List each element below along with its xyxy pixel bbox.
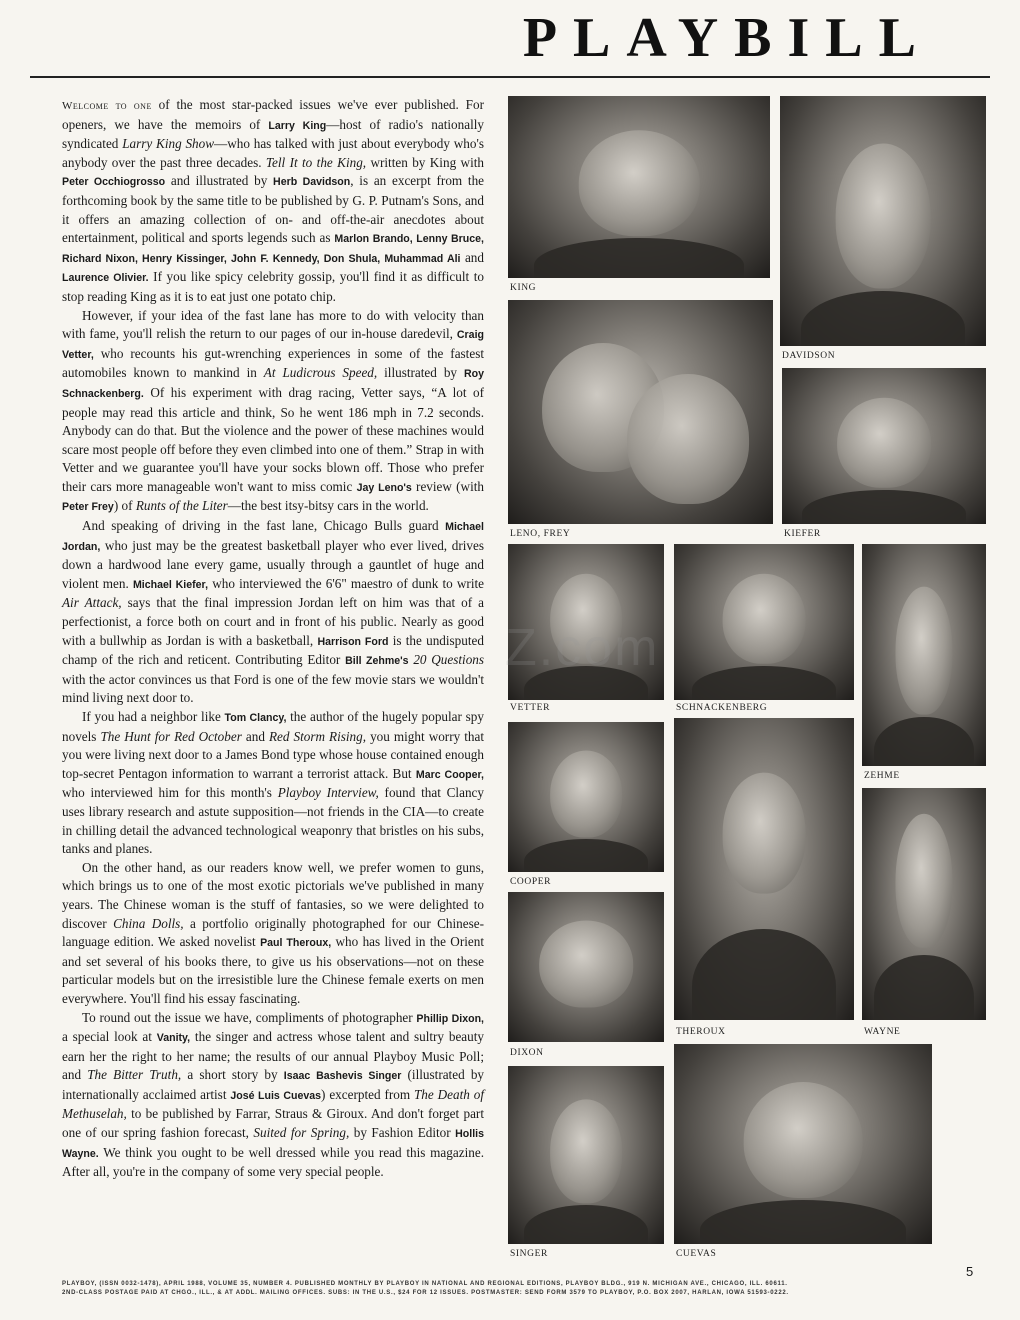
- photo-kiefer: [782, 368, 986, 524]
- text: a short story by: [181, 1067, 284, 1083]
- name-highlight: Jay Leno's: [356, 481, 412, 494]
- name-highlight: Herb Davidson: [273, 176, 351, 189]
- text: And speaking of driving in the fast lane, Chicago Bulls guard: [82, 518, 446, 534]
- text: On the other hand, as our readers know well, we prefer women to guns, which brings us to one of the most exotic pictorials we've published in many years. The Chinese woman is the stuff of fantasies, so we were delighted to discover: [62, 859, 484, 931]
- text: review (with: [411, 478, 484, 494]
- paragraph-2: [62, 307, 484, 518]
- text: Of his experiment with drag racing, Vetter says, “A lot of people may read this article and think, So he went 186 mph in 7.2 seconds. Anybody can do that. But the violence and the power of these machines would scare most people off before they even climbed into one of them.” Strap in with Vetter and we guarantee you'll have your socks blown off. Those who prefer their cars more manageable won't want to miss comic: [62, 384, 484, 494]
- caption-leno-frey: LENO, FREY: [510, 529, 571, 539]
- text: —host of radio's nationally syndicated: [62, 116, 484, 152]
- title-italic: At Ludicrous Speed,: [263, 365, 378, 381]
- name-highlight: Peter Occhiogrosso: [62, 176, 166, 189]
- text: who has lived in the Orient and set several of his books there, to give us his observations—not on these particular models but on the irresistible lure the Chinese female exerts on men everywhere. You'll find his essay fascinating.: [62, 934, 484, 1006]
- photo-cooper: [508, 722, 664, 872]
- caption-schnackenberg: SCHNACKENBERG: [676, 703, 768, 713]
- text: If you had a neighbor like: [82, 709, 225, 724]
- page-number: 5: [966, 1264, 974, 1279]
- publication-footer: [62, 1280, 992, 1298]
- text: —the best itsy-bitsy cars in the world.: [227, 498, 429, 514]
- paragraph-1: [62, 96, 484, 307]
- title-italic: Playboy Interview,: [277, 785, 379, 801]
- text: the author of the hugely popular spy novels: [62, 709, 484, 744]
- caption-dixon: DIXON: [510, 1048, 544, 1058]
- text: who recounts his gut-wrenching experiences in some of the fastest automobiles known to mankind in: [62, 345, 484, 381]
- caption-king: KING: [510, 283, 537, 293]
- text: by Fashion Editor: [349, 1125, 456, 1141]
- title-italic: China Dolls,: [113, 915, 184, 931]
- title-italic: Red Storm Rising,: [268, 728, 367, 744]
- watermark: Z.com: [505, 619, 660, 677]
- text: says that the final impression Jordan left on him was that of a perfectionist, a force both on court and in front of his public. Nearly as good with a bullwhip as Jordan is with a basketball,: [62, 595, 484, 648]
- caption-wayne: WAYNE: [864, 1027, 901, 1037]
- paragraph-6: [62, 1009, 484, 1182]
- text: However, if your idea of the fast lane has more to do with velocity than with fame, you'll relish the return to our pages of our in-house daredevil,: [62, 307, 484, 342]
- text: is the undisputed champ of the rich and reticent. Contributing Editor: [62, 632, 484, 668]
- text: and: [460, 249, 484, 265]
- photo-theroux: [674, 718, 854, 1020]
- text: (illustrated by internationally acclaimed artist: [62, 1067, 485, 1102]
- photo-singer: [508, 1066, 664, 1244]
- name-highlight: Laurence Olivier.: [62, 272, 149, 285]
- name-highlight: José Luis Cuevas: [230, 1089, 322, 1102]
- paragraph-3: [62, 517, 484, 708]
- masthead-rule: [30, 76, 990, 78]
- name-highlight: Peter Frey: [62, 501, 114, 514]
- title-italic: Runts of the Liter: [135, 498, 228, 514]
- caption-cuevas: CUEVAS: [676, 1249, 717, 1259]
- photo-dixon: [508, 892, 664, 1042]
- text: To round out the issue we have, compliments of photographer: [82, 1009, 417, 1025]
- paragraph-5: [62, 859, 484, 1009]
- caption-vetter: VETTER: [510, 703, 551, 713]
- name-highlight: Michael Jordan,: [62, 521, 484, 553]
- name-highlight: Phillip Dixon,: [416, 1012, 484, 1025]
- text: and illustrated by: [165, 173, 274, 189]
- masthead-title: PLAYBILL: [522, 7, 932, 69]
- name-highlight: Isaac Bashevis Singer: [283, 1070, 402, 1083]
- text: found that Clancy uses library research and astute supposition—not friends in the CIA—to create in chilling detail the advanced technological weaponry that bristles on his subs, tanks and planes.: [62, 785, 484, 857]
- name-highlight: Marlon Brando, Lenny Bruce, Richard Nixon, Henry Kissinger, John F. Kennedy, Don Shula, Muhammad Ali: [62, 233, 485, 265]
- photo-schnackenberg: [674, 544, 854, 700]
- name-highlight: Roy Schnackenberg.: [62, 368, 484, 400]
- name-highlight: Hollis Wayne.: [62, 1128, 484, 1160]
- text: who interviewed the 6'6" maestro of dunk to write: [208, 575, 484, 591]
- title-italic: Tell It to the King,: [265, 154, 367, 170]
- article-body: [62, 96, 484, 1182]
- text: written by King with: [366, 154, 484, 170]
- text: a special look at: [62, 1029, 157, 1045]
- photo-davidson: [780, 96, 986, 346]
- caption-singer: SINGER: [510, 1249, 548, 1259]
- footer-line-1: PLAYBOY, (ISSN 0032-1478), APRIL 1988, VOLUME 35, NUMBER 4. PUBLISHED MONTHLY BY PLAYBOY IN NATIONAL AND REGIONAL EDITIONS, PLAYBOY BLDG., 919 N. MICHIGAN AVE., CHICAGO, ILL. 60611.: [62, 1281, 788, 1287]
- text: you might worry that you were living next door to a James Bond type whose house contained enough top-secret Pentagon information to warrant a terrorist attack. But: [62, 728, 484, 781]
- title-italic: 20 Questions: [413, 652, 485, 668]
- name-highlight: Bill Zehme's: [345, 655, 409, 668]
- name-highlight: Vanity,: [156, 1032, 191, 1045]
- name-highlight: Larry King: [268, 119, 327, 132]
- photo-leno-frey: [508, 300, 773, 524]
- text: who interviewed him for this month's: [62, 785, 278, 801]
- text: If you like spicy celebrity gossip, you'll find it as difficult to stop reading King as it is to eat just one potato chip.: [62, 269, 484, 304]
- name-highlight: Michael Kiefer,: [132, 578, 209, 591]
- text: the singer and actress whose talent and sultry beauty earn her the right to her name; the results of our annual Playboy Music Poll; and: [62, 1029, 484, 1083]
- title-italic: Suited for Spring,: [253, 1125, 350, 1141]
- caption-davidson: DAVIDSON: [782, 351, 836, 361]
- name-highlight: Harrison Ford: [317, 635, 389, 648]
- name-highlight: Marc Cooper,: [415, 768, 484, 781]
- caption-cooper: COOPER: [510, 877, 552, 887]
- text: who just may be the greatest basketball player who ever lived, drives down a hardwood lane every game, usually through a gauntlet of huge and violent men.: [62, 537, 484, 591]
- name-highlight: Tom Clancy,: [224, 712, 287, 724]
- caption-theroux: THEROUX: [676, 1027, 726, 1037]
- photo-zehme: [862, 544, 986, 766]
- caption-kiefer: KIEFER: [784, 529, 821, 539]
- title-italic: Larry King Show: [122, 136, 215, 152]
- text: of the most star-packed issues we've ever published. For openers, we have the memoirs of: [62, 97, 484, 132]
- lead-in: Welcome to one: [62, 100, 152, 112]
- title-italic: The Death of Methuselah,: [62, 1086, 484, 1122]
- text: illustrated by: [377, 365, 464, 381]
- text: We think you ought to be well dressed while you read this magazine. After all, you're in the company of some very special people.: [62, 1144, 484, 1180]
- title-italic: Air Attack,: [62, 595, 122, 611]
- text: —who has talked with just about everybody who's anybody over the past three decades.: [62, 136, 484, 170]
- text: a portfolio originally photographed for our Chinese-language edition. We asked novelist: [62, 915, 484, 950]
- name-highlight: Paul Theroux,: [260, 937, 332, 950]
- name-highlight: Craig Vetter,: [62, 329, 484, 361]
- text: to be published by Farrar, Straus & Giroux. And don't forget part one of our spring fashion forecast,: [62, 1106, 484, 1141]
- photo-wayne: [862, 788, 986, 1020]
- text: and: [241, 728, 269, 744]
- text: with the actor convinces us that Ford is one of the few movie stars we wouldn't mind living next door to.: [62, 671, 484, 706]
- photo-cuevas: [674, 1044, 932, 1244]
- text: ) of: [113, 498, 136, 514]
- text: , is an excerpt from the forthcoming book by the same title to be published by G. P. Putnam's Sons, and it offers an amazing collection of on- and off-the-air anecdotes about entertainment, political and sports legends such as: [62, 173, 485, 246]
- title-italic: The Hunt for Red October: [100, 728, 242, 744]
- text: ) excerpted from: [321, 1086, 414, 1102]
- paragraph-4: [62, 708, 484, 859]
- title-italic: The Bitter Truth,: [87, 1067, 182, 1083]
- footer-line-2: 2ND-CLASS POSTAGE PAID AT CHGO., ILL., & AT ADDL. MAILING OFFICES. SUBS: IN THE U.S., $24 FOR 12 ISSUES. POSTMASTER: SEND FORM 3579 TO PLAYBOY, P.O. BOX 2007, HARLAN, IOWA 51593-0222.: [62, 1290, 789, 1296]
- photo-king: [508, 96, 770, 278]
- caption-zehme: ZEHME: [864, 771, 900, 781]
